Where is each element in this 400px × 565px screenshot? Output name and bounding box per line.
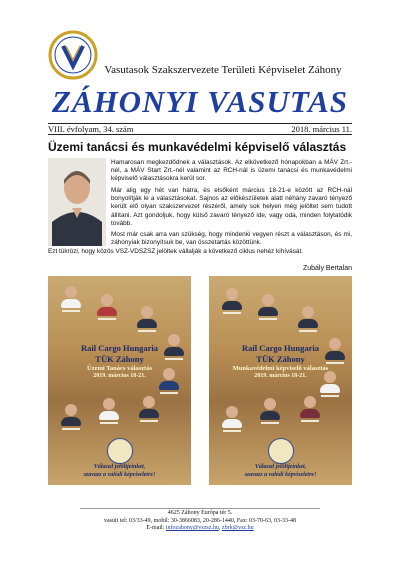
candidate-portrait (257, 294, 279, 320)
poster-election-date: 2019. március 18-21. (93, 373, 146, 379)
candidate-portrait (60, 404, 82, 430)
poster-slogan: Válaszd jelöltjeinket, (254, 464, 307, 470)
union-seal-icon (107, 438, 133, 464)
union-seal-icon (268, 438, 294, 464)
newsletter-masthead: ZÁHONYI VASUTAS (51, 84, 349, 119)
article-headline: Üzemi tanácsi és munkavédelmi képviselő választás (48, 140, 347, 154)
candidate-portrait (259, 398, 281, 424)
candidate-portrait (96, 294, 118, 320)
footer-rule (80, 508, 320, 509)
candidate-portrait (98, 398, 120, 424)
poster-slogan: Válaszd jelöltjeinket, (93, 464, 146, 470)
email-link-zbrk[interactable]: zbrk@vsz.hu (221, 525, 254, 531)
issue-date: 2018. március 11. (291, 124, 352, 134)
election-poster-works-council (48, 276, 191, 485)
poster-slogan: szavazz a valódi képviseletre! (83, 472, 156, 478)
poster-slogan: szavazz a valódi képviseletre! (244, 472, 317, 478)
poster-title: Rail Cargo Hungaria (81, 343, 158, 353)
masthead-rule-bottom (48, 134, 352, 135)
candidate-portrait (297, 306, 319, 332)
author-photo (48, 158, 106, 246)
article-paragraph: Hamarosan megkezdődnek a választások. Az elkövetkező hónapokban a MÁV Zrt.-nél, a MÁV Start Zrt.-nél valamint az RCH-nál is üzemi tanácsi és munkavédelmi képviselő választásokra kerül sor. (111, 159, 352, 183)
candidate-portrait (138, 396, 160, 422)
article-signature: Zubály Bertalan (302, 265, 352, 272)
poster-election-type: Üzemi Tanács választás (87, 365, 152, 372)
poster-title: Rail Cargo Hungaria (242, 343, 319, 353)
candidate-portrait (221, 288, 243, 314)
poster-election-type: Munkavédelmi képviselő választás (232, 365, 329, 372)
issue-number: VIII. évfolyam, 34. szám (48, 124, 134, 134)
email-link-infozahony[interactable]: infozahony@vszsz.hu (165, 525, 219, 531)
article-paragraph: Már alig egy hét van hátra, és elsőként március 18-21-e között az RCH-nál bonyolítják le a választásokat. Sajnos az előkészületek alatt néhány zavaró tényező került elő olyan szakszervezet részéről, amely sok helyen még jelöltet sem tudott állítani. Azt gondoljuk, hogy külső zavaró tényező ide, vagy oda, minden folytatódik tovább. (111, 187, 352, 227)
contact-footer (80, 510, 320, 533)
footer-email-line: E-mail: infozahony@vszsz.hu, zbrk@vsz.hu (146, 525, 254, 531)
organization-name: Vasutasok Szakszervezete Területi Képviselet Záhony (104, 64, 342, 76)
footer-email-label: E-mail: (146, 525, 165, 531)
candidate-portrait (60, 286, 82, 312)
candidate-portrait (299, 396, 321, 422)
footer-address: 4625 Záhony Európa tér 5. (167, 510, 233, 516)
candidate-portrait (136, 306, 158, 332)
article-paragraph: Most már csak arra van szükség, hogy mindenki vegyen részt a választáson, és mi, záhonyiak bizonyítsuk be, van összetartás közöttünk. (111, 231, 352, 247)
poster-subtitle: TÜK Záhony (256, 354, 305, 364)
article-paragraph: Ezt tükrözi, hogy közös VSZ-VDSZSZ jelöltek vállalják a következő ciklus nehéz kihívását. (48, 248, 304, 255)
footer-phones: vasúti tel: 03/33-49, mobil: 30-3866083, 20-286-1440, Fax: 03-70-63, 03-33-48 (104, 517, 296, 524)
election-poster-safety-rep (209, 276, 352, 485)
poster-subtitle: TÜK Záhony (95, 354, 144, 364)
vsz-union-logo (48, 30, 98, 80)
poster-election-date: 2019. március 18-21. (254, 373, 307, 379)
candidate-portrait (221, 406, 243, 432)
